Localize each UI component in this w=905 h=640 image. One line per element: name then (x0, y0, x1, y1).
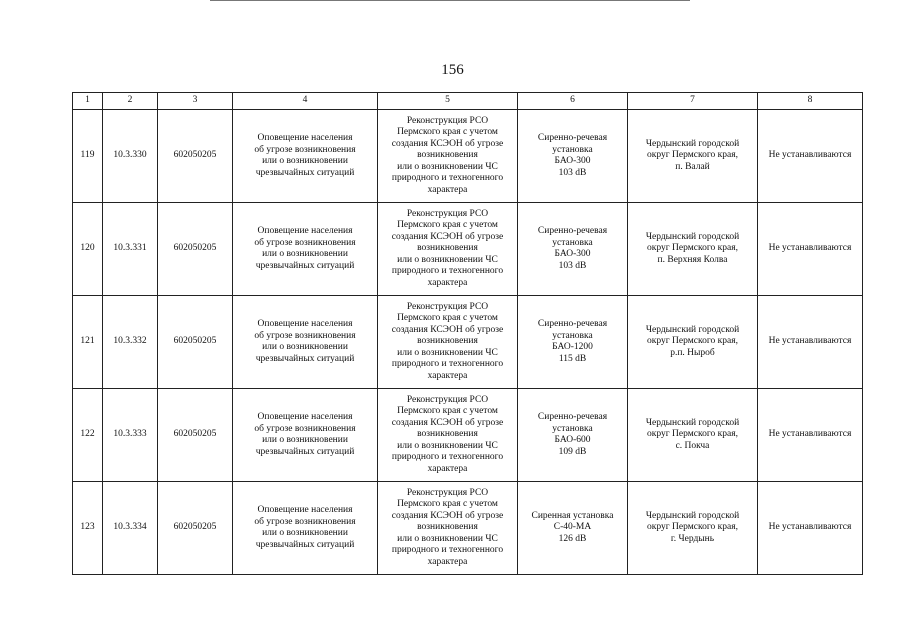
row-equipment: Сиренно-речевая установка БАО-300 103 dB (518, 203, 628, 296)
table-row (73, 389, 863, 482)
row-number: 119 (73, 110, 103, 203)
row-id: 602050205 (158, 296, 233, 389)
row-number: 122 (73, 389, 103, 482)
column-header: 6 (518, 93, 628, 110)
row-equipment: Сиренно-речевая установка БАО-600 109 dB (518, 389, 628, 482)
row-status: Не устанавливаются (758, 389, 863, 482)
row-location: Чердынский городской округ Пермского края, г. Чердынь (628, 482, 758, 575)
row-id: 602050205 (158, 203, 233, 296)
row-id: 602050205 (158, 389, 233, 482)
row-status: Не устанавливаются (758, 296, 863, 389)
row-reason: Реконструкция РСО Пермского края с учетом создания КСЭОН об угрозе возникновения или о возникновении ЧС природного и техногенного характера (378, 389, 518, 482)
row-number: 123 (73, 482, 103, 575)
row-code: 10.3.331 (103, 203, 158, 296)
row-id: 602050205 (158, 482, 233, 575)
row-number: 120 (73, 203, 103, 296)
row-status: Не устанавливаются (758, 482, 863, 575)
header-row (73, 93, 863, 110)
row-purpose: Оповещение населения об угрозе возникновения или о возникновении чрезвычайных ситуаций (233, 110, 378, 203)
row-reason: Реконструкция РСО Пермского края с учетом создания КСЭОН об угрозе возникновения или о возникновении ЧС природного и техногенного характера (378, 482, 518, 575)
row-reason: Реконструкция РСО Пермского края с учетом создания КСЭОН об угрозе возникновения или о возникновении ЧС природного и техногенного характера (378, 110, 518, 203)
column-header: 7 (628, 93, 758, 110)
row-equipment: Сиренно-речевая установка БАО-300 103 dB (518, 110, 628, 203)
row-code: 10.3.334 (103, 482, 158, 575)
table-row (73, 482, 863, 575)
row-location: Чердынский городской округ Пермского края, п. Валай (628, 110, 758, 203)
table-row (73, 296, 863, 389)
column-header: 4 (233, 93, 378, 110)
row-reason: Реконструкция РСО Пермского края с учетом создания КСЭОН об угрозе возникновения или о возникновении ЧС природного и техногенного характера (378, 296, 518, 389)
row-status: Не устанавливаются (758, 203, 863, 296)
row-equipment: Сиренно-речевая установка БАО-1200 115 dB (518, 296, 628, 389)
row-code: 10.3.332 (103, 296, 158, 389)
row-purpose: Оповещение населения об угрозе возникновения или о возникновении чрезвычайных ситуаций (233, 296, 378, 389)
page-number: 156 (441, 62, 464, 78)
row-reason: Реконструкция РСО Пермского края с учетом создания КСЭОН об угрозе возникновения или о возникновении ЧС природного и техногенного характера (378, 203, 518, 296)
column-header: 8 (758, 93, 863, 110)
column-header: 3 (158, 93, 233, 110)
row-number: 121 (73, 296, 103, 389)
table-row (73, 203, 863, 296)
column-header: 5 (378, 93, 518, 110)
row-purpose: Оповещение населения об угрозе возникновения или о возникновении чрезвычайных ситуаций (233, 389, 378, 482)
column-header: 2 (103, 93, 158, 110)
row-location: Чердынский городской округ Пермского края, п. Верхняя Колва (628, 203, 758, 296)
row-code: 10.3.330 (103, 110, 158, 203)
table-row (73, 110, 863, 203)
row-location: Чердынский городской округ Пермского края, р.п. Ныроб (628, 296, 758, 389)
row-equipment: Сиренная установка С-40-МА 126 dB (518, 482, 628, 575)
row-purpose: Оповещение населения об угрозе возникновения или о возникновении чрезвычайных ситуаций (233, 482, 378, 575)
registry-table (72, 92, 863, 575)
row-status: Не устанавливаются (758, 110, 863, 203)
row-purpose: Оповещение населения об угрозе возникновения или о возникновении чрезвычайных ситуаций (233, 203, 378, 296)
row-id: 602050205 (158, 110, 233, 203)
row-location: Чердынский городской округ Пермского края, с. Покча (628, 389, 758, 482)
top-rule (210, 0, 690, 1)
row-code: 10.3.333 (103, 389, 158, 482)
column-header: 1 (73, 93, 103, 110)
